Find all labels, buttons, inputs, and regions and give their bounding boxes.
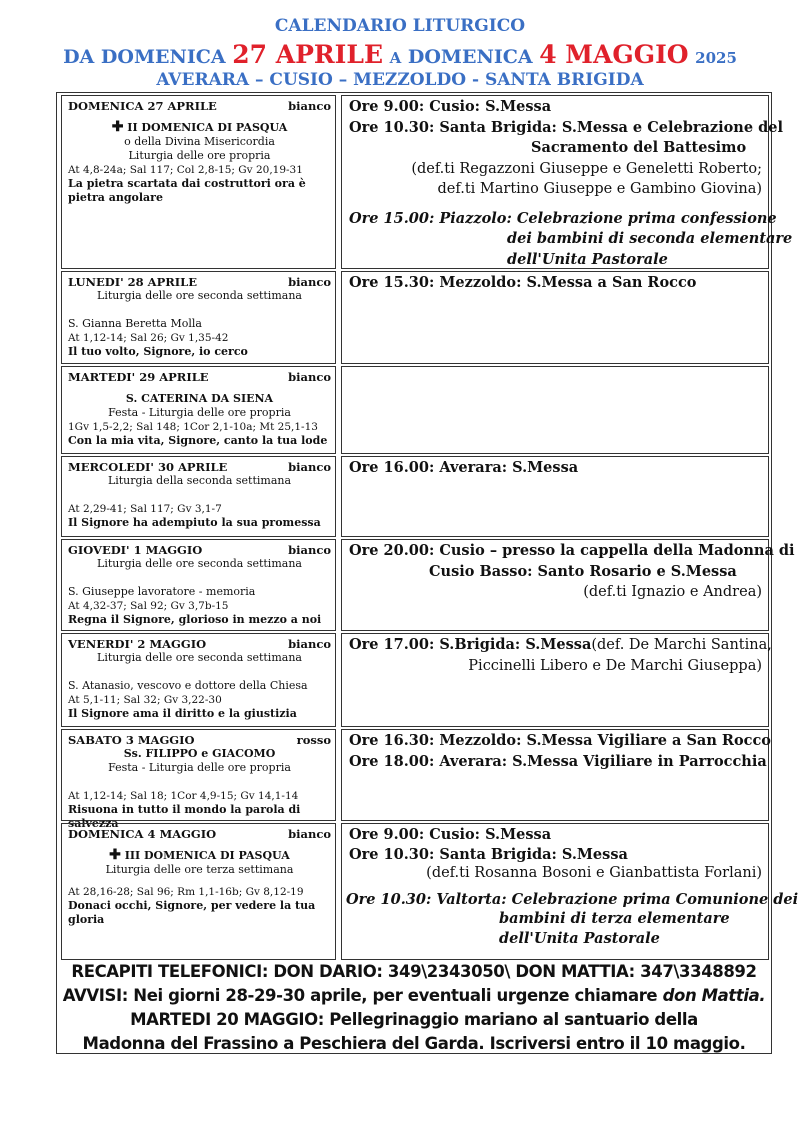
event-note: def.ti Martino Giuseppe e Gambino Giovina) — [437, 181, 762, 197]
liturgy-cell — [61, 729, 336, 830]
events-cell — [341, 729, 769, 821]
day-header — [68, 460, 331, 474]
event-row — [349, 635, 772, 656]
event-note: Piccinelli Libero e De Marchi Giuseppa) — [468, 657, 762, 674]
liturgical-color: bianco — [288, 460, 331, 474]
day-row-giovedi-1 — [61, 539, 795, 631]
day-name: DOMENICA 4 MAGGIO — [68, 827, 217, 841]
antiphon: Risuona in tutto il mondo la parola di salvezza — [68, 803, 301, 830]
avvisi-label: AVVISI: — [62, 986, 128, 1005]
day-header — [68, 733, 331, 747]
feast-line — [68, 849, 331, 863]
feast-title: S. CATERINA DA SIENA — [125, 392, 274, 405]
day-row-lunedi-28 — [61, 271, 769, 364]
a-label: A — [389, 49, 402, 67]
liturgy-cell — [61, 95, 336, 269]
da-label: DA — [63, 46, 95, 68]
year: 2025 — [695, 49, 737, 67]
day-name: LUNEDI' 28 APRILE — [68, 275, 198, 289]
event-note: (def.ti Regazzoni Giuseppe e Geneletti Roberto; — [411, 160, 762, 177]
liturgy-cell — [61, 366, 336, 454]
event-line: Ore 15.00: Piazzolo: Celebrazione prima confessione — [349, 209, 777, 227]
feast-title: III DOMENICA DI PASQUA — [124, 849, 290, 862]
end-date: 4 MAGGIO — [539, 40, 689, 69]
event-line: Ore 15.30: Mezzoldo: S.Messa a San Rocco — [349, 274, 697, 291]
pilgrimage-details: Madonna del Frassino a Peschiera del Garda. Iscriversi entro il 10 maggio. — [82, 1034, 746, 1053]
feast-subtitle: o della Divina Misericordia — [124, 135, 275, 148]
event-note: (def. De Marchi Santina, — [591, 637, 772, 653]
readings: At 4,8-24a; Sal 117; Col 2,8-15; Gv 20,19-31 — [68, 164, 303, 176]
day-row-domenica-4 — [61, 823, 799, 960]
day-header — [68, 99, 331, 113]
event-line: dei bambini di seconda elementare — [507, 230, 793, 247]
notices-footer — [56, 960, 772, 1056]
event-line: Ore 9.00: Cusio: S.Messa — [349, 98, 552, 115]
liturgy-hours: Liturgia delle ore propria — [128, 149, 271, 162]
liturgical-color: bianco — [288, 370, 331, 384]
liturgy-cell — [61, 633, 336, 727]
day-row-sabato-3 — [61, 729, 771, 830]
day-row-martedi-29 — [61, 366, 769, 454]
cross-icon: ✚ — [109, 847, 121, 863]
event-line: dell'Unita Pastorale — [499, 929, 660, 947]
liturgy-hours: Liturgia delle ore terza settimana — [105, 863, 294, 876]
cross-icon: ✚ — [111, 119, 124, 135]
phone-contacts: RECAPITI TELEFONICI: DON DARIO: 349\2343050\ DON MATTIA: 347\3348892 — [71, 962, 757, 981]
antiphon: Donaci occhi, Signore, per vedere la tua gloria — [68, 899, 316, 926]
day-row-venerdi-2 — [61, 633, 772, 727]
avvisi-contact: don Mattia. — [662, 986, 766, 1005]
liturgy-cell — [61, 271, 336, 364]
antiphon: Il tuo volto, Signore, io cerco — [68, 345, 248, 358]
day-name: DOMENICA 27 APRILE — [68, 99, 217, 113]
event-line: Ore 10.30: Valtorta: Celebrazione prima Comunione dei — [346, 890, 799, 908]
day-name: VENERDI' 2 MAGGIO — [68, 637, 207, 651]
liturgical-color: bianco — [288, 637, 331, 651]
start-date: 27 APRILE — [232, 40, 384, 69]
event-note: (def.ti Rosanna Bosoni e Gianbattista Forlani) — [426, 865, 762, 881]
events-cell — [341, 95, 793, 269]
events-cell — [341, 539, 795, 631]
antiphon: Con la mia vita, Signore, canto la tua lode — [68, 434, 328, 447]
page-title: CALENDARIO LITURGICO — [274, 16, 526, 36]
antiphon: La pietra scartata dai costruttori ora è pietra angolare — [68, 177, 306, 204]
readings: At 4,32-37; Sal 92; Gv 3,7b-15 — [68, 600, 229, 612]
liturgical-color: bianco — [288, 275, 331, 289]
event-line: Cusio Basso: Santo Rosario e S.Messa — [429, 562, 737, 580]
day-row-mercoledi-30 — [61, 456, 769, 537]
day-name: GIOVEDI' 1 MAGGIO — [68, 543, 203, 557]
day-header — [68, 275, 331, 289]
events-cell — [341, 366, 769, 454]
antiphon: Il Signore ha adempiuto la sua promessa — [68, 516, 321, 529]
day-header — [68, 827, 331, 841]
events-cell — [341, 456, 769, 537]
readings: At 2,29-41; Sal 117; Gv 3,1-7 — [68, 503, 222, 515]
event-line: Ore 16.30: Mezzoldo: S.Messa Vigiliare a San Rocco — [349, 732, 771, 749]
day-header — [68, 637, 331, 651]
date-range — [0, 40, 800, 69]
saint-of-day: S. Atanasio, vescovo e dottore della Chiesa — [68, 679, 308, 692]
liturgy-cell — [61, 539, 336, 631]
day-name: MARTEDI' 29 APRILE — [68, 370, 209, 384]
event-line: Sacramento del Battesimo — [531, 139, 747, 156]
antiphon: Il Signore ama il diritto e la giustizia — [68, 707, 297, 720]
feast-line — [68, 121, 331, 135]
readings: At 5,1-11; Sal 32; Gv 3,22-30 — [68, 694, 222, 706]
domenica-label-1: DOMENICA — [100, 46, 226, 68]
liturgy-hours: Festa - Liturgia delle ore propria — [108, 406, 291, 419]
day-header — [68, 370, 331, 384]
event-note: (def.ti Ignazio e Andrea) — [583, 584, 762, 600]
liturgical-color: bianco — [288, 827, 331, 841]
liturgical-color: bianco — [288, 543, 331, 557]
event-line: Ore 17.00: S.Brigida: S.Messa — [349, 636, 592, 653]
event-line: Ore 16.00: Averara: S.Messa — [349, 459, 579, 476]
liturgy-hours: Liturgia delle ore seconda settimana — [97, 289, 302, 302]
saint-of-day: S. Giuseppe lavoratore - memoria — [68, 585, 256, 598]
day-name: MERCOLEDI' 30 APRILE — [68, 460, 228, 474]
antiphon: Regna il Signore, glorioso in mezzo a noi — [68, 613, 322, 626]
saint-of-day: S. Gianna Beretta Molla — [68, 317, 202, 330]
avvisi-text: Nei giorni 28-29-30 aprile, per eventuali urgenze chiamare — [133, 986, 658, 1005]
readings: At 1,12-14; Sal 18; 1Cor 4,9-15; Gv 14,1-14 — [68, 790, 299, 802]
liturgy-cell — [61, 456, 336, 537]
event-line: Ore 9.00: Cusio: S.Messa — [349, 826, 552, 843]
liturgy-cell — [61, 823, 336, 960]
readings: At 1,12-14; Sal 26; Gv 1,35-42 — [68, 332, 229, 344]
day-header — [68, 543, 331, 557]
feast-title: Ss. FILIPPO e GIACOMO — [123, 747, 276, 760]
event-line: bambini di terza elementare — [499, 910, 730, 927]
liturgy-hours: Festa - Liturgia delle ore propria — [108, 761, 291, 774]
liturgical-color: rosso — [296, 733, 331, 747]
day-row-domenica-27 — [61, 95, 793, 269]
avvisi-notice — [56, 984, 772, 1008]
event-line: Ore 18.00: Averara: S.Messa Vigiliare in Parrocchia — [349, 752, 767, 770]
domenica-label-2: DOMENICA — [407, 46, 533, 68]
event-line: Ore 10.30: Santa Brigida: S.Messa e Celebrazione del — [349, 118, 783, 136]
event-line: dell'Unita Pastorale — [507, 250, 668, 268]
liturgy-hours: Liturgia delle ore seconda settimana — [97, 651, 302, 664]
parishes-subtitle: AVERARA – CUSIO – MEZZOLDO - SANTA BRIGIDA — [156, 70, 644, 90]
liturgy-hours: Liturgia della seconda settimana — [107, 474, 292, 487]
readings: 1Gv 1,5-2,2; Sal 148; 1Cor 2,1-10a; Mt 25,1-13 — [68, 421, 318, 433]
day-name: SABATO 3 MAGGIO — [68, 733, 195, 747]
event-line: Ore 20.00: Cusio – presso la cappella della Madonna di — [349, 542, 795, 559]
events-cell — [341, 823, 799, 960]
event-line: Ore 10.30: Santa Brigida: S.Messa — [349, 845, 628, 863]
events-cell — [341, 271, 769, 364]
liturgical-color: bianco — [288, 99, 331, 113]
readings: At 28,16-28; Sal 96; Rm 1,1-16b; Gv 8,12-19 — [68, 886, 304, 898]
events-cell — [341, 633, 772, 727]
pilgrimage-notice: MARTEDI 20 MAGGIO: Pellegrinaggio mariano al santuario della — [130, 1010, 698, 1029]
liturgy-hours: Liturgia delle ore seconda settimana — [97, 557, 302, 570]
feast-title: II DOMENICA DI PASQUA — [127, 121, 288, 134]
